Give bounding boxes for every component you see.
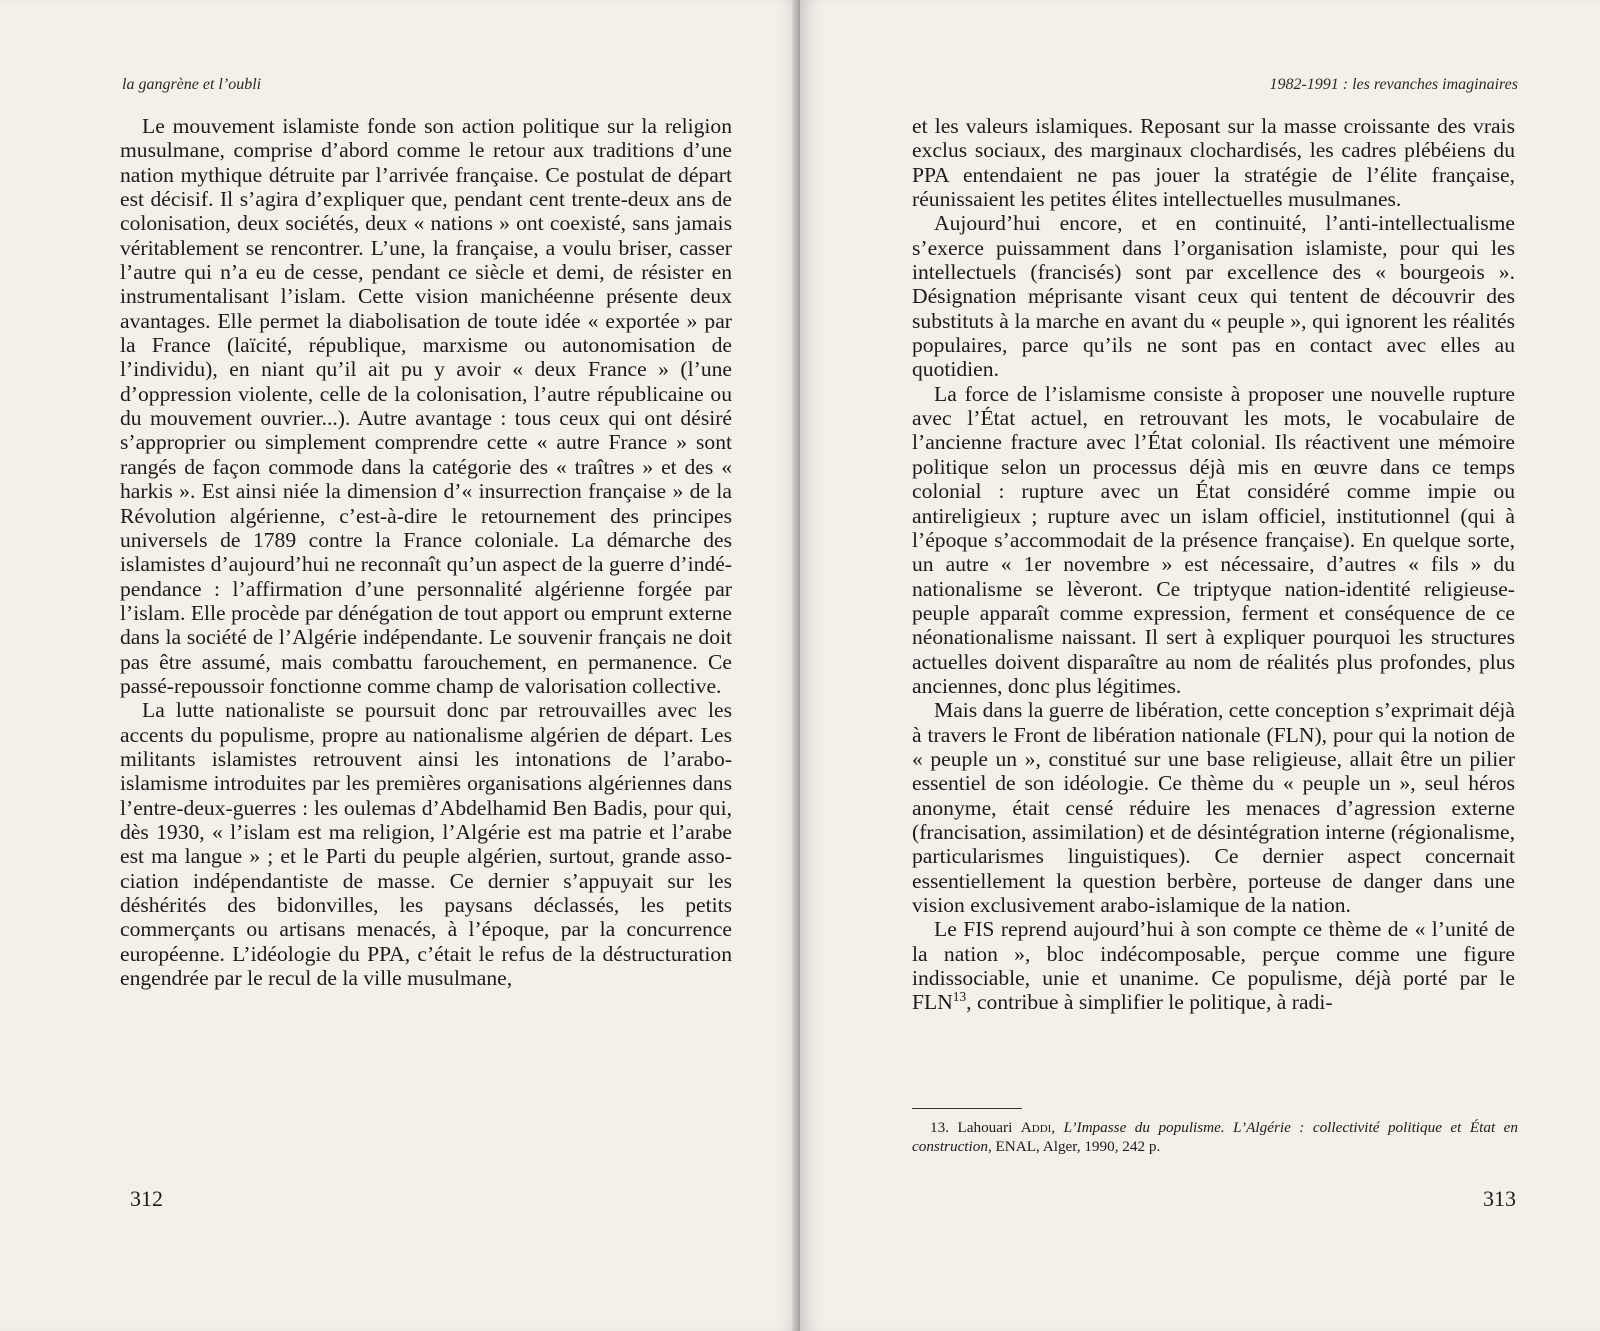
paragraph-continuation: et les valeurs islamiques. Reposant sur la masse croissante des vrais exclus sociaux, des marginaux clochardisés, les cadres plébéiens du PPA entendaient ne pas jouer la stratégie de l’élite française, réunissaient les petites élites intellectuelles musulmanes. — [912, 114, 1515, 212]
footnote-number: 13. — [930, 1119, 949, 1136]
footnote-author-last: Addi — [1020, 1119, 1052, 1136]
footnote-title: L’Impasse du populisme. L’Algérie : collectivité politique et État en construction — [912, 1119, 1518, 1155]
running-head-right: 1982-1991 : les revanches imaginaires — [1269, 76, 1518, 93]
paragraph-last-text: Le FIS reprend aujourd’hui à son compte ce thème de « l’unité de la nation », bloc indécomposable, perçue comme une figure indissociable, unie et unanime. Ce populisme, déjà porté par le FLN — [912, 917, 1515, 1015]
left-body-text — [120, 114, 732, 990]
right-body-text — [912, 114, 1515, 1015]
paragraph: Le mouvement islamiste fonde son action politique sur la religion musulmane, comprise d’abord comme le retour aux traditions d’une nation mythique détruite par l’arrivée française. Ce postulat de départ est décisif. Il s’agira d’expliquer que, pendant cent trente-deux ans de colonisation, deux sociétés, deux « nations » ont coexisté, sans jamais véritablement se rencontrer. L’une, la française, a voulu briser, casser l’autre qui n’a eu de cesse, pendant ce siècle et demi, de résister en instrumentalisant l’islam. Cette vision manichéenne présente deux avantages. Elle permet la diabolisation de toute idée « exportée » par la France (laïcité, république, marxisme ou autonomisation de l’individu), en niant qu’il ait pu y avoir « deux France » (l’une d’oppression violente, celle de la colonisation, l’autre républicaine ou du mouvement ouvrier...). Autre avantage : tous ceux qui ont désiré s’approprier ou simplement comprendre cette « autre France » sont rangés de façon commode dans la catégorie des « traîtres » et des « harkis ». Est ainsi niée la dimension d’« insurrection française » de la Révolution algérienne, c’est-à-dire le retournement des principes universels de 1789 contre la France coloniale. La démarche des islamistes d’aujourd’hui ne reconnaît qu’un aspect de la guerre d’indépendance : l’affirmation d’une personnalité algérienne forgée par l’islam. Elle procède par dénégation de tout apport ou emprunt externe dans la société de l’Algérie indépendante. Le souvenir français ne doit pas être assumé, mais combattu farouchement, en permanence. Ce passé-repoussoir fonctionne comme champ de valorisation collective. — [120, 114, 732, 698]
paragraph: Aujourd’hui encore, et en continuité, l’anti-intellectualisme s’exerce puissamment dans l’organisation islamiste, pour qui les intellectuels (francisés) sont par excellence des « bourgeois ». Désignation méprisante visant ceux qui tentent de découvrir des substituts à la marche en avant du « peuple », qui ignorent les réalités populaires, parce qu’ils ne sont pas en contact avec elles au quotidien. — [912, 211, 1515, 382]
footnote-rule — [912, 1108, 1022, 1109]
paragraph-last — [912, 917, 1515, 1014]
footnote-author-first: Lahouari — [957, 1119, 1013, 1136]
footnote: 13. Lahouari Addi, L’Impasse du populisme. L’Algérie : collectivité politique et État en construction, ENAL, Alger, 1990, 242 p. — [912, 1119, 1518, 1155]
running-head-left: la gangrène et l’oubli — [122, 76, 262, 93]
paragraph: Mais dans la guerre de libération, cette conception s’exprimait déjà à travers le Front de libération nationale (FLN), pour qui la notion de « peuple un », constitué sur une base religieuse, allait être un pilier essentiel de son idéologie. Ce thème du « peuple un », seul héros anonyme, était censé réduire les menaces d’agression externe (francisation, assimilation) et de désintégration interne (régionalisme, particularismes linguistiques). Ce dernier aspect concernait essentiellement la question berbère, porteuse de danger dans une vision exclusivement arabo-islamique de la nation. — [912, 698, 1515, 917]
paragraph: La lutte nationaliste se poursuit donc par retrouvailles avec les accents du populisme, propre au nationalisme algérien de départ. Les militants islamistes retrouvent ainsi les intonations de l’arabo-islamisme introduites par les premières organisations algériennes dans l’entre-deux-guerres : les oulemas d’Abdelhamid Ben Badis, pour qui, dès 1930, « l’islam est ma religion, l’Algérie est ma patrie et l’arabe est ma langue » ; et le Parti du peuple algérien, surtout, grande association indépendantiste de masse. Ce dernier s’appuyait sur les déshérités des bidonvilles, les paysans déclassés, les petits commerçants ou artisans menacés, à l’époque, par la concurrence européenne. L’idéologie du PPA, c’était le refus de la déstructuration engendrée par le recul de la ville musulmane, — [120, 698, 732, 991]
page-number-right: 313 — [1483, 1186, 1516, 1211]
footnote-publication: , ENAL, Alger, 1990, 242 p. — [987, 1138, 1161, 1155]
footnote-ref: 13 — [952, 989, 967, 1005]
paragraph: La force de l’islamisme consiste à proposer une nouvelle rupture avec l’État actuel, en retrouvant les mots, le vocabulaire de l’ancienne fracture avec l’État colonial. Ils réactivent une mémoire politique selon un processus déjà mis en œuvre dans ce temps colonial : rupture avec un État considéré comme impie ou antireligieux ; rupture avec un islam officiel, institutionnel (qui à l’époque s’accommodait de la présence française). En quelque sorte, un autre « 1er novembre » est nécessaire, d’autres « fils » du nationalisme se lèveront. Ce triptyque nation-identité religieuse-peuple apparaît comme expression, ferment et conséquence de ce néonationalisme naissant. Il sert à expliquer pourquoi les structures actuelles doivent disparaître au nom de réalités plus profondes, plus anciennes, donc plus légitimes. — [912, 381, 1515, 698]
page-number-left: 312 — [130, 1186, 163, 1211]
paragraph-last-tail: , contribue à simplifier le politique, à radi- — [966, 990, 1333, 1015]
